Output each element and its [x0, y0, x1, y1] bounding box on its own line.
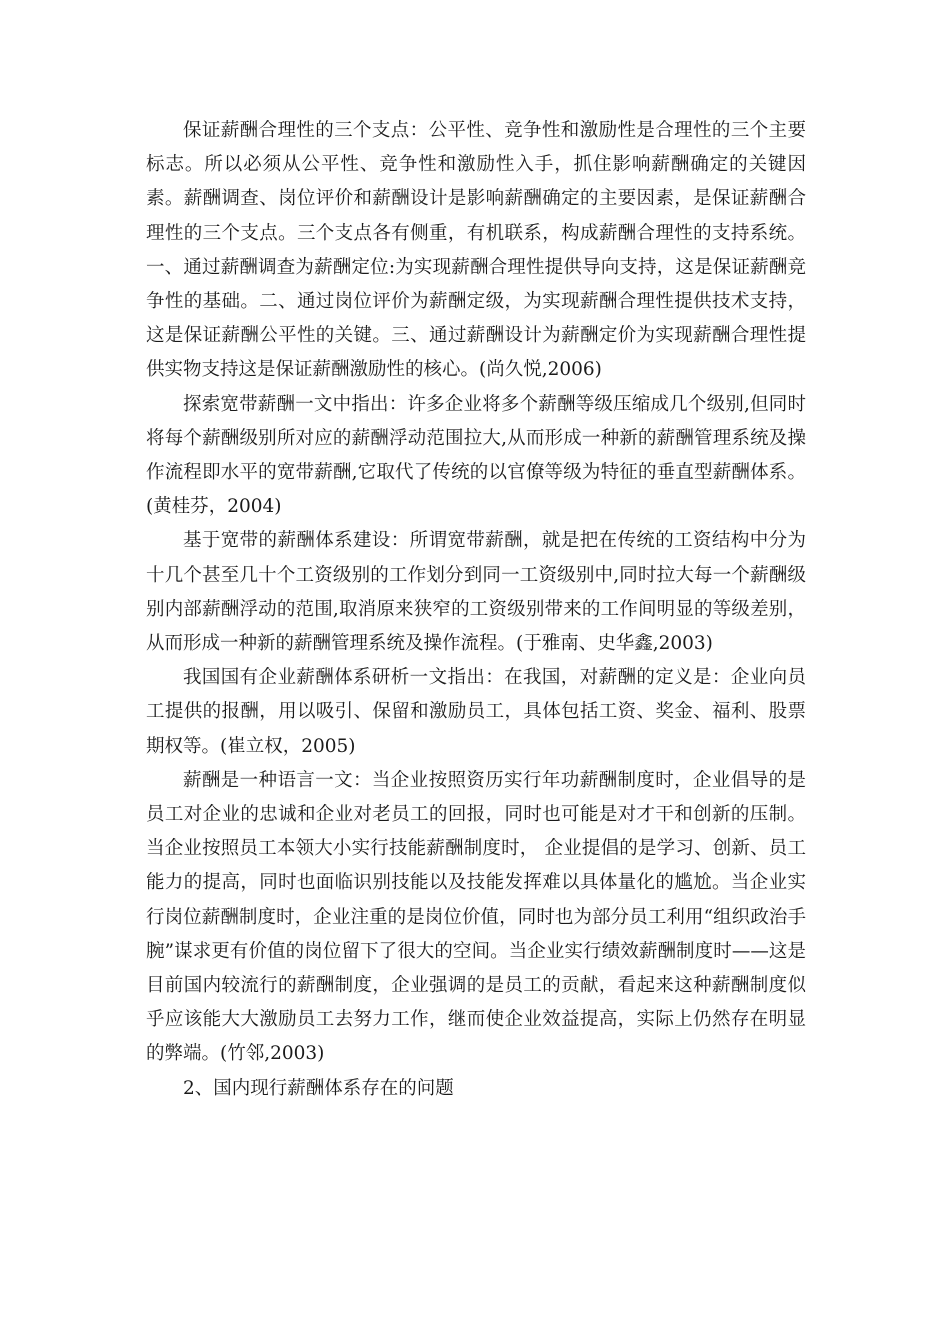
section-heading: 2、国内现行薪酬体系存在的问题 — [183, 1077, 454, 1099]
paragraph-salary-as-language: 薪酬是一种语言一文：当企业按照资历实行年功薪酬制度时，企业倡导的是员工对企业的忠诚和企业对老员工的回报，同时也可能是对才干和创新的压制。当企业按照员工本领大小实行技能薪酬制度时， 企业提倡的是学习、创新、员工能力的提高，同时也面临识别技能以及技能发挥难以具体量化的尴尬。当企业实行岗位薪酬制度时，企业注重的是岗位价值，同时也为部分员工利用“组织政治手腕”谋求更有价值的岗位留下了很大的空间。当企业实行绩效薪酬制度时——这是目前国内较流行的薪酬制度，企业强调的是员工的贡献，看起来这种薪酬制度似乎应该能大大激励员工去努力工作，继而使企业效益提高，实际上仍然存在明显的弊端。(竹邻,2003) — [146, 769, 806, 1065]
paragraph-salary-rationality: 保证薪酬合理性的三个支点：公平性、竞争性和激励性是合理性的三个主要标志。所以必须从公平性、竞争性和激励性入手，抓住影响薪酬确定的关键因素。薪酬调查、岗位评价和薪酬设计是影响薪酬确定的主要因素，是保证薪酬合理性的三个支点。三个支点各有侧重，有机联系，构成薪酬合理性的支持系统。一、通过薪酬调查为薪酬定位:为实现薪酬合理性提供导向支持，这是保证薪酬竞争性的基础。二、通过岗位评价为薪酬定级，为实现薪酬合理性提供技术支持，这是保证薪酬公平性的关键。三、通过薪酬设计为薪酬定价为实现薪酬合理性提供实物支持这是保证薪酬激励性的核心。(尚久悦,2006) — [146, 120, 806, 381]
paragraph-broadband-salary: 探索宽带薪酬一文中指出：许多企业将多个薪酬等级压缩成几个级别,但同时将每个薪酬级别所对应的薪酬浮动范围拉大,从而形成一种新的薪酬管理系统及操作流程即水平的宽带薪酬,它取代了传统的以官僚等级为特征的垂直型薪酬体系。(黄桂芬，2004) — [146, 393, 806, 518]
paragraph-state-enterprise-salary: 我国国有企业薪酬体系研析一文指出：在我国，对薪酬的定义是：企业向员工提供的报酬，用以吸引、保留和激励员工，具体包括工资、奖金、福利、股票期权等。(崔立权，2005) — [146, 667, 806, 757]
document-body — [146, 114, 806, 1106]
paragraph-broadband-system-construction: 基于宽带的薪酬体系建设：所谓宽带薪酬，就是把在传统的工资结构中分为十几个甚至几十个工资级别的工作划分到同一工资级别中,同时拉大每一个薪酬级别内部薪酬浮动的范围,取消原来狭窄的工资级别带来的工作间明显的等级差别，从而形成一种新的薪酬管理系统及操作流程。(于雅南、史华鑫,2003) — [146, 530, 806, 655]
